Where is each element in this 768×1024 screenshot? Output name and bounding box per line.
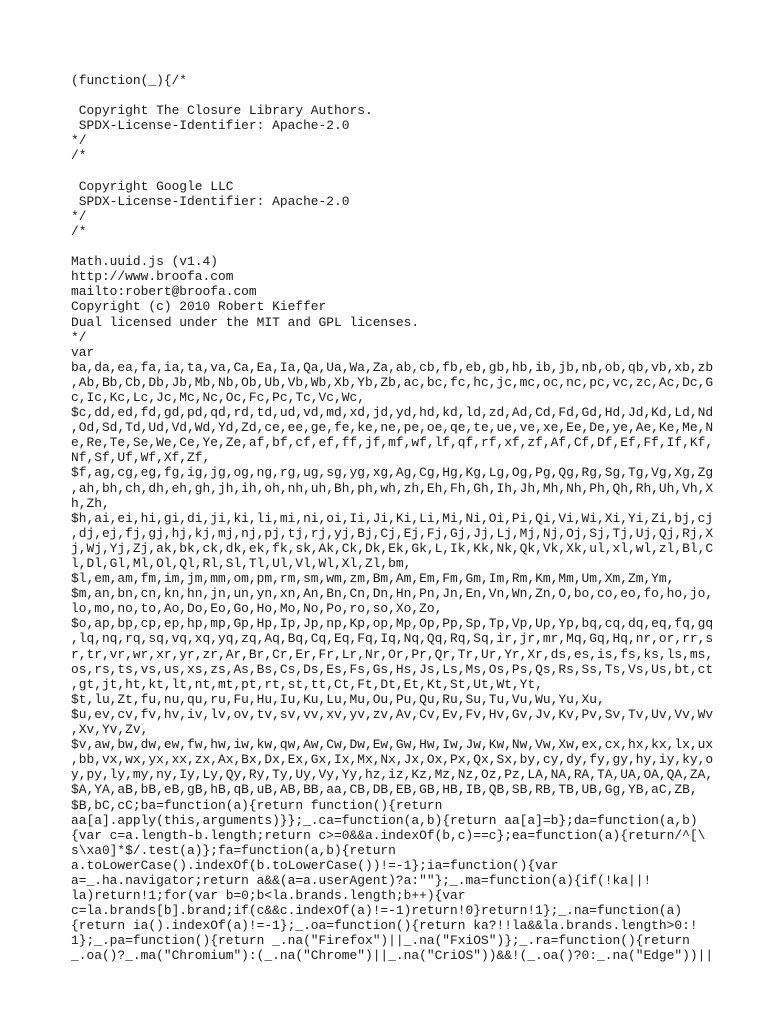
code-line: c,Ic,Kc,Lc,Jc,Mc,Nc,Oc,Fc,Pc,Tc,Vc,Wc, — [71, 389, 365, 405]
code-line: ,ah,bh,ch,dh,eh,gh,jh,ih,oh,nh,uh,Bh,ph,wh,zh,Eh,Fh,Gh,Ih,Jh,Mh,Nh,Ph,Qh,Rh,Uh,Vh,X — [71, 480, 714, 496]
code-line: /* — [71, 223, 87, 239]
code-line: $m,an,bn,cn,kn,hn,jn,un,yn,xn,An,Bn,Cn,Dn,Hn,Pn,Jn,En,Vn,Wn,Zn,O,bo,co,eo,fo,ho,jo, — [71, 586, 714, 602]
code-line: a=_.ha.navigator;return a&&(a=a.userAgent)?a:""};_.ma=function(a){if(!ka||! — [71, 872, 652, 888]
code-line: Math.uuid.js (v1.4) — [71, 254, 218, 270]
code-line: Copyright The Closure Library Authors. — [71, 103, 373, 119]
code-line: 1};_.pa=function(){return _.na("Firefox")||_.na("FxiOS")};_.ra=function(){return — [71, 933, 690, 949]
code-line: (function(_){/* — [71, 73, 188, 88]
code-line: $c,dd,ed,fd,gd,pd,qd,rd,td,ud,vd,md,xd,jd,yd,hd,kd,ld,zd,Ad,Cd,Fd,Gd,Hd,Jd,Kd,Ld,Nd — [71, 405, 714, 421]
code-line: la)return!1;for(var b=0;b<la.brands.length;b++){var — [71, 888, 466, 904]
code-line: r,tr,vr,wr,xr,yr,zr,Ar,Br,Cr,Er,Fr,Lr,Nr,Or,Pr,Qr,Tr,Ur,Yr,Xr,ds,es,is,fs,ks,ls,ms, — [71, 646, 714, 662]
code-line: ,lq,nq,rq,sq,vq,xq,yq,zq,Aq,Bq,Cq,Eq,Fq,Iq,Nq,Qq,Rq,Sq,ir,jr,mr,Mq,Gq,Hq,nr,or,rr,s — [71, 631, 714, 647]
code-line: e,Re,Te,Se,We,Ce,Ye,Ze,af,bf,cf,ef,ff,jf,mf,wf,lf,qf,rf,xf,zf,Af,Cf,Df,Ef,Ff,If,Kf, — [71, 435, 714, 451]
code-line: Copyright Google LLC — [71, 178, 234, 194]
code-line: $t,lu,Zt,fu,nu,qu,ru,Fu,Hu,Iu,Ku,Lu,Mu,Ou,Pu,Qu,Ru,Su,Tu,Vu,Wu,Yu,Xu, — [71, 691, 605, 707]
code-line: $B,bC,cC;ba=function(a){return function(){return — [71, 797, 443, 813]
code-line — [71, 164, 699, 179]
code-line: Nf,Sf,Uf,Wf,Xf,Zf, — [71, 450, 211, 466]
code-line: os,rs,ts,vs,us,xs,zs,As,Bs,Cs,Ds,Es,Fs,Gs,Hs,Js,Ls,Ms,Os,Ps,Qs,Rs,Ss,Ts,Vs,Us,bt,ct — [71, 661, 714, 677]
code-line: h,Zh, — [71, 495, 110, 511]
code-line: */ — [71, 208, 87, 224]
code-line: j,Wj,Yj,Zj,ak,bk,ck,dk,ek,fk,sk,Ak,Ck,Dk,Ek,Gk,L,Ik,Kk,Nk,Qk,Vk,Xk,ul,xl,wl,zl,Bl,C — [71, 540, 714, 556]
code-line: /* — [71, 148, 87, 164]
code-line: $v,aw,bw,dw,ew,fw,hw,iw,kw,qw,Aw,Cw,Dw,Ew,Gw,Hw,Iw,Jw,Kw,Nw,Vw,Xw,ex,cx,hx,kx,lx,ux — [71, 737, 714, 753]
code-line: c=la.brands[b].brand;if(c&&c.indexOf(a)!=-1)return!0}return!1};_.na=function(a) — [71, 903, 683, 919]
code-line: ,gt,jt,ht,kt,lt,nt,mt,pt,rt,st,tt,Ct,Ft,Dt,Et,Kt,St,Ut,Wt,Yt, — [71, 676, 543, 692]
code-line: SPDX-License-Identifier: Apache-2.0 — [71, 118, 350, 134]
code-line: SPDX-License-Identifier: Apache-2.0 — [71, 193, 350, 209]
code-line: ,Od,Sd,Td,Ud,Vd,Wd,Yd,Zd,ce,ee,ge,fe,ke,ne,pe,oe,qe,te,ue,ve,xe,Ee,De,ye,Ae,Ke,Me,N — [71, 420, 714, 436]
code-line: mailto:robert@broofa.com — [71, 284, 257, 300]
code-line: {return ia().indexOf(a)!=-1};_.oa=function(){return ka?!!la&&la.brands.length>0:! — [71, 918, 698, 934]
source-code-text — [71, 73, 714, 964]
code-line: ,bb,vx,wx,yx,xx,zx,Ax,Bx,Dx,Ex,Gx,Ix,Mx,Nx,Jx,Ox,Px,Qx,Sx,by,cy,dy,fy,gy,hy,iy,ky,o — [71, 752, 714, 768]
code-line: $o,ap,bp,cp,ep,hp,mp,Gp,Hp,Ip,Jp,np,Kp,op,Mp,Op,Pp,Sp,Tp,Vp,Up,Yp,bq,cq,dq,eq,fq,gq — [71, 616, 714, 632]
code-line: $l,em,am,fm,im,jm,mm,om,pm,rm,sm,wm,zm,Bm,Am,Em,Fm,Gm,Im,Rm,Km,Mm,Um,Xm,Zm,Ym, — [71, 571, 675, 587]
code-line: ,dj,ej,fj,gj,hj,kj,mj,nj,pj,tj,rj,yj,Bj,Cj,Ej,Fj,Gj,Jj,Lj,Mj,Nj,Oj,Sj,Tj,Uj,Qj,Rj,X — [71, 525, 714, 541]
code-line: Copyright (c) 2010 Robert Kieffer — [71, 299, 327, 315]
code-line: ba,da,ea,fa,ia,ta,va,Ca,Ea,Ia,Qa,Ua,Wa,Za,ab,cb,fb,eb,gb,hb,ib,jb,nb,ob,qb,vb,xb,zb — [71, 359, 714, 375]
code-line: _.oa()?_.ma("Chromium"):(_.na("Chrome")||_.na("CriOS"))&&!(_.oa()?0:_.na("Edge"))|| — [71, 948, 714, 964]
code-line — [71, 239, 699, 254]
code-line: */ — [71, 133, 87, 149]
code-line: $h,ai,ei,hi,gi,di,ji,ki,li,mi,ni,oi,Ii,Ji,Ki,Li,Mi,Ni,Oi,Pi,Qi,Vi,Wi,Xi,Yi,Zi,bj,cj — [71, 510, 714, 526]
code-line: ,Xv,Yv,Zv, — [71, 722, 149, 738]
code-line: */ — [71, 329, 87, 345]
code-line: Dual licensed under the MIT and GPL licenses. — [71, 314, 420, 330]
code-line: l,Dl,Gl,Ml,Ol,Ql,Rl,Sl,Tl,Ul,Vl,Wl,Xl,Zl,bm, — [71, 556, 412, 571]
code-line: aa[a].apply(this,arguments)}};_.ca=function(a,b){return aa[a]=b};da=function(a,b) — [71, 812, 698, 828]
code-line: $f,ag,cg,eg,fg,ig,jg,og,ng,rg,ug,sg,yg,xg,Ag,Cg,Hg,Kg,Lg,Og,Pg,Qg,Rg,Sg,Tg,Vg,Xg,Zg — [71, 465, 714, 481]
code-line: var — [71, 344, 95, 360]
code-line: y,py,ly,my,ny,Iy,Ly,Qy,Ry,Ty,Uy,Vy,Yy,hz,iz,Kz,Mz,Nz,Oz,Pz,LA,NA,RA,TA,UA,OA,QA,ZA, — [71, 767, 714, 783]
code-line: $A,YA,aB,bB,eB,gB,hB,qB,uB,AB,BB,aa,CB,DB,EB,GB,HB,IB,QB,SB,RB,TB,UB,Gg,YB,aC,ZB, — [71, 782, 698, 798]
code-line: ,Ab,Bb,Cb,Db,Jb,Mb,Nb,Ob,Ub,Vb,Wb,Xb,Yb,Zb,ac,bc,fc,hc,jc,mc,oc,nc,pc,vc,zc,Ac,Dc,G — [71, 374, 714, 390]
code-line: lo,mo,no,to,Ao,Do,Eo,Go,Ho,Mo,No,Po,ro,so,Xo,Zo, — [71, 601, 443, 617]
code-line: s\xa0]*$/.test(a)};fa=function(a,b){return — [71, 842, 396, 858]
code-line: $u,ev,cv,fv,hv,iv,lv,ov,tv,sv,vv,xv,yv,zv,Av,Cv,Ev,Fv,Hv,Gv,Jv,Kv,Pv,Sv,Tv,Uv,Vv,Wv — [71, 706, 714, 722]
code-line — [71, 88, 699, 103]
code-line: {var c=a.length-b.length;return c>=0&&a.indexOf(b,c)==c};ea=function(a){return/^[\ — [71, 827, 706, 843]
code-line: http://www.broofa.com — [71, 269, 234, 285]
code-line: a.toLowerCase().indexOf(b.toLowerCase())!=-1};ia=function(){var — [71, 857, 559, 873]
